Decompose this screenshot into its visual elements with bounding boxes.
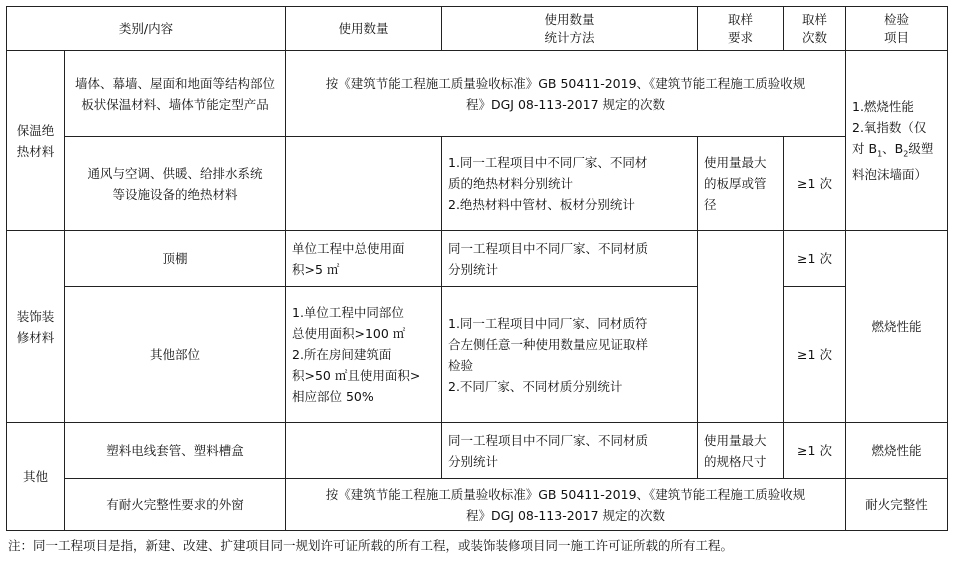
method-cell: 1.同一工程项目中同厂家、同材质符 合左侧任意一种使用数量应见证取样 检验 2.不同厂家、不同材质分别统计 <box>442 287 698 423</box>
header-category: 类别/内容 <box>7 7 286 51</box>
times-cell: ≥1 次 <box>784 423 846 479</box>
header-sampling: 取样 要求 <box>698 7 784 51</box>
method-cell: 同一工程项目中不同厂家、不同材质 分别统计 <box>442 231 698 287</box>
content-cell: 其他部位 <box>65 287 286 423</box>
sampling-requirements-table <box>6 6 948 531</box>
content-cell: 墙体、幕墙、屋面和地面等结构部位板状保温材料、墙体节能定型产品 <box>65 51 286 137</box>
times-cell: ≥1 次 <box>784 231 846 287</box>
header-times: 取样 次数 <box>784 7 846 51</box>
quantity-cell: 单位工程中总使用面 积>5 ㎡ <box>286 231 442 287</box>
content-cell: 有耐火完整性要求的外窗 <box>65 479 286 531</box>
sampling-cell: 使用量最大 的规格尺寸 <box>698 423 784 479</box>
content-cell: 塑料电线套管、塑料槽盒 <box>65 423 286 479</box>
method-cell: 同一工程项目中不同厂家、不同材质 分别统计 <box>442 423 698 479</box>
test-item-cell: 燃烧性能 <box>846 423 948 479</box>
test-item-decoration: 燃烧性能 <box>846 231 948 423</box>
table-row <box>7 423 948 479</box>
table-row <box>7 479 948 531</box>
times-cell: ≥1 次 <box>784 287 846 423</box>
content-cell: 通风与空调、供暖、给排水系统 等设施设备的绝热材料 <box>65 137 286 231</box>
group-label-decoration: 装饰装 修材料 <box>7 231 65 423</box>
header-method: 使用数量 统计方法 <box>442 7 698 51</box>
table-footnote: 注：同一工程项目是指，新建、改建、扩建项目同一规划许可证所载的所有工程，或装饰装修项目同一施工许可证所载的所有工程。 <box>8 538 734 553</box>
table-row <box>7 231 948 287</box>
table-row <box>7 137 948 231</box>
quantity-cell: 1.单位工程中同部位 总使用面积>100 ㎡ 2.所在房间建筑面 积>50 ㎡且使用面积> 相应部位 50% <box>286 287 442 423</box>
merged-standard-cell: 按《建筑节能工程施工质量验收标准》GB 50411-2019、《建筑节能工程施工质验收规 程》DGJ 08-113-2017 规定的次数 <box>286 479 846 531</box>
merged-standard-cell: 按《建筑节能工程施工质量验收标准》GB 50411-2019、《建筑节能工程施工质验收规 程》DGJ 08-113-2017 规定的次数 <box>286 51 846 137</box>
times-cell: ≥1 次 <box>784 137 846 231</box>
method-cell: 1.同一工程项目中不同厂家、不同材 质的绝热材料分别统计 2.绝热材料中管材、板材分别统计 <box>442 137 698 231</box>
quantity-cell <box>286 423 442 479</box>
content-cell: 顶棚 <box>65 231 286 287</box>
quantity-cell <box>286 137 442 231</box>
sampling-cell <box>698 231 784 423</box>
header-quantity: 使用数量 <box>286 7 442 51</box>
header-test-item: 检验 项目 <box>846 7 948 51</box>
table-row <box>7 287 948 423</box>
table-header-row <box>7 7 948 51</box>
sampling-cell: 使用量最大的板厚或管径 <box>698 137 784 231</box>
test-item-insulation: 1.燃烧性能 2.氧指数（仅 对 $B_1$、$B_2$级塑 料泡沫墙面） <box>846 51 948 231</box>
test-item-cell: 耐火完整性 <box>846 479 948 531</box>
group-label-other: 其他 <box>7 423 65 531</box>
table-row <box>7 51 948 137</box>
group-label-insulation: 保温绝 热材料 <box>7 51 65 231</box>
